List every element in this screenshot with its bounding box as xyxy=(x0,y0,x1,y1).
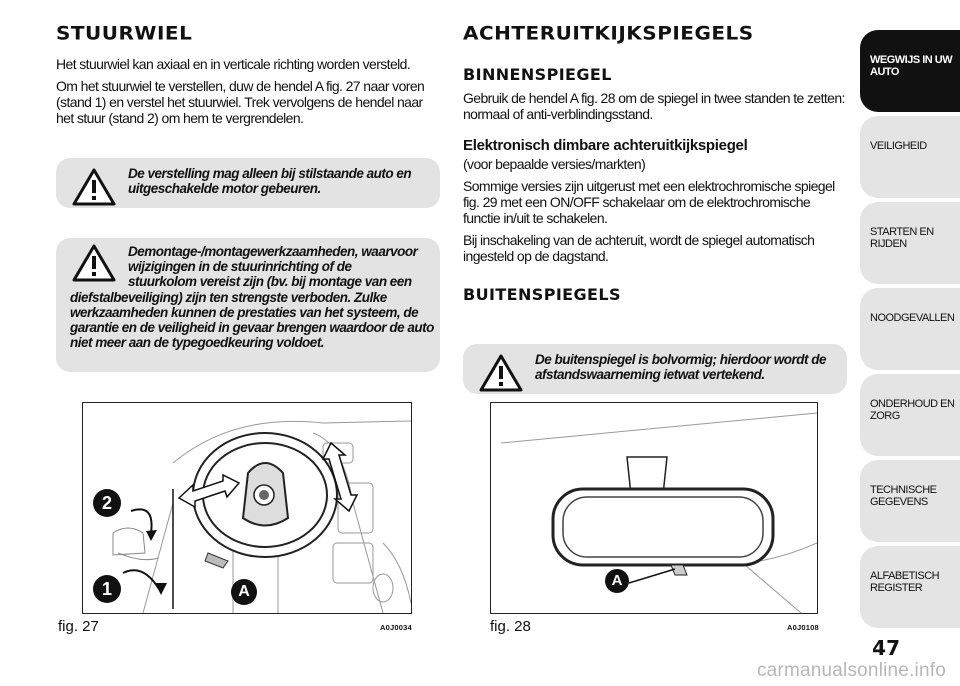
page-number: 47 xyxy=(872,636,900,660)
paragraph-steering-intro: Het stuurwiel kan axiaal en in verticale richting worden versteld. xyxy=(56,56,411,72)
warning-triangle-icon xyxy=(72,168,116,206)
figure-28-rear-mirror xyxy=(490,402,818,614)
warning-text-modification-head: Demontage-/montagewerkzaamheden, waarvoor wijzigingen in de stuurinrichting of de stuurkolom vereist zijn (bv. bij montage van een xyxy=(128,244,418,289)
tab-noodgevallen[interactable]: NOODGEVALLEN xyxy=(860,288,960,370)
subtitle-dimming-mirror: Elektronisch dimbare achteruitkijkspiegel xyxy=(463,137,748,154)
paragraph-inner-mirror: Gebruik de hendel A fig. 28 om de spiegel in twee standen te zetten: normaal of anti-verblindingsstand. xyxy=(463,90,845,122)
right-column xyxy=(463,22,847,304)
warning-triangle-icon xyxy=(479,354,523,392)
paragraph-electrochromic: Sommige versies zijn uitgerust met een elektrochromische spiegel fig. 29 met een ON/OFF schakelaar om de elektrochromische functie in/uit te schakelen. xyxy=(463,178,835,226)
warning-box-modification xyxy=(56,238,440,372)
paragraph-reverse: Bij inschakeling van de achteruit, wordt de spiegel automatisch ingesteld op de dagstand. xyxy=(463,232,815,264)
paragraph-dimming-versions: (voor bepaalde versies/markten) xyxy=(463,156,646,172)
warning-box-adjust xyxy=(56,158,440,208)
warning-box-outer-mirror xyxy=(463,344,847,394)
callout-a: A xyxy=(605,569,629,593)
warning-text-outer-mirror: De buitenspiegel is bolvormig; hierdoor wordt de afstandswaarneming ietwat vertekend. xyxy=(535,352,827,382)
section-title-mirrors: ACHTERUITKIJKSPIEGELS xyxy=(463,21,754,45)
warning-triangle-icon xyxy=(72,244,116,282)
left-column xyxy=(56,22,440,126)
watermark: carmanualsonline.info xyxy=(756,660,946,681)
rear-mirror-illustration xyxy=(491,403,817,613)
figure-27-label: fig. 27 xyxy=(58,618,99,635)
tab-wegwijs[interactable]: WEGWIJS IN UW AUTO xyxy=(860,30,960,112)
paragraph-steering-adjust: Om het stuurwiel te verstellen, duw de hendel A fig. 27 naar voren (stand 1) en verstel het stuurwiel. Trek vervolgens de hendel naar het stuur (stand 2) om hem te vergrendelen. xyxy=(56,78,425,126)
subtitle-buitenspiegels: BUITENSPIEGELS xyxy=(463,285,621,304)
tab-onderhoud[interactable]: ONDERHOUD EN ZORG xyxy=(860,374,960,456)
tab-starten-rijden[interactable]: STARTEN EN RIJDEN xyxy=(860,202,960,284)
callout-1: 1 xyxy=(93,575,121,603)
callout-a: A xyxy=(231,579,257,605)
figure-28-label: fig. 28 xyxy=(490,618,531,635)
section-title-stuurwiel: STUURWIEL xyxy=(56,21,193,45)
figure-27-code: A0J0034 xyxy=(380,623,412,632)
figure-27-steering-wheel xyxy=(82,402,412,614)
figure-28-code: A0J0108 xyxy=(787,623,819,632)
tab-veiligheid[interactable]: VEILIGHEID xyxy=(860,116,960,198)
callout-2: 2 xyxy=(93,489,121,517)
subtitle-binnenspiegel: BINNENSPIEGEL xyxy=(463,65,612,84)
tab-alfabetisch-register[interactable]: ALFABETISCH REGISTER xyxy=(860,546,960,628)
warning-text-modification-body: diefstalbeveiliging) zijn ten strengste verboden. Zulke werkzaamheden kunnen de prestaties van het systeem, de garantie en de veiligheid in gevaar brengen waardoor de auto niet meer aan de typegoedkeuring voldoet. xyxy=(70,290,434,350)
warning-text-adjust: De verstelling mag alleen bij stilstaande auto en uitgeschakelde motor gebeuren. xyxy=(128,166,412,196)
tab-technische-gegevens[interactable]: TECHNISCHE GEGEVENS xyxy=(860,460,960,542)
